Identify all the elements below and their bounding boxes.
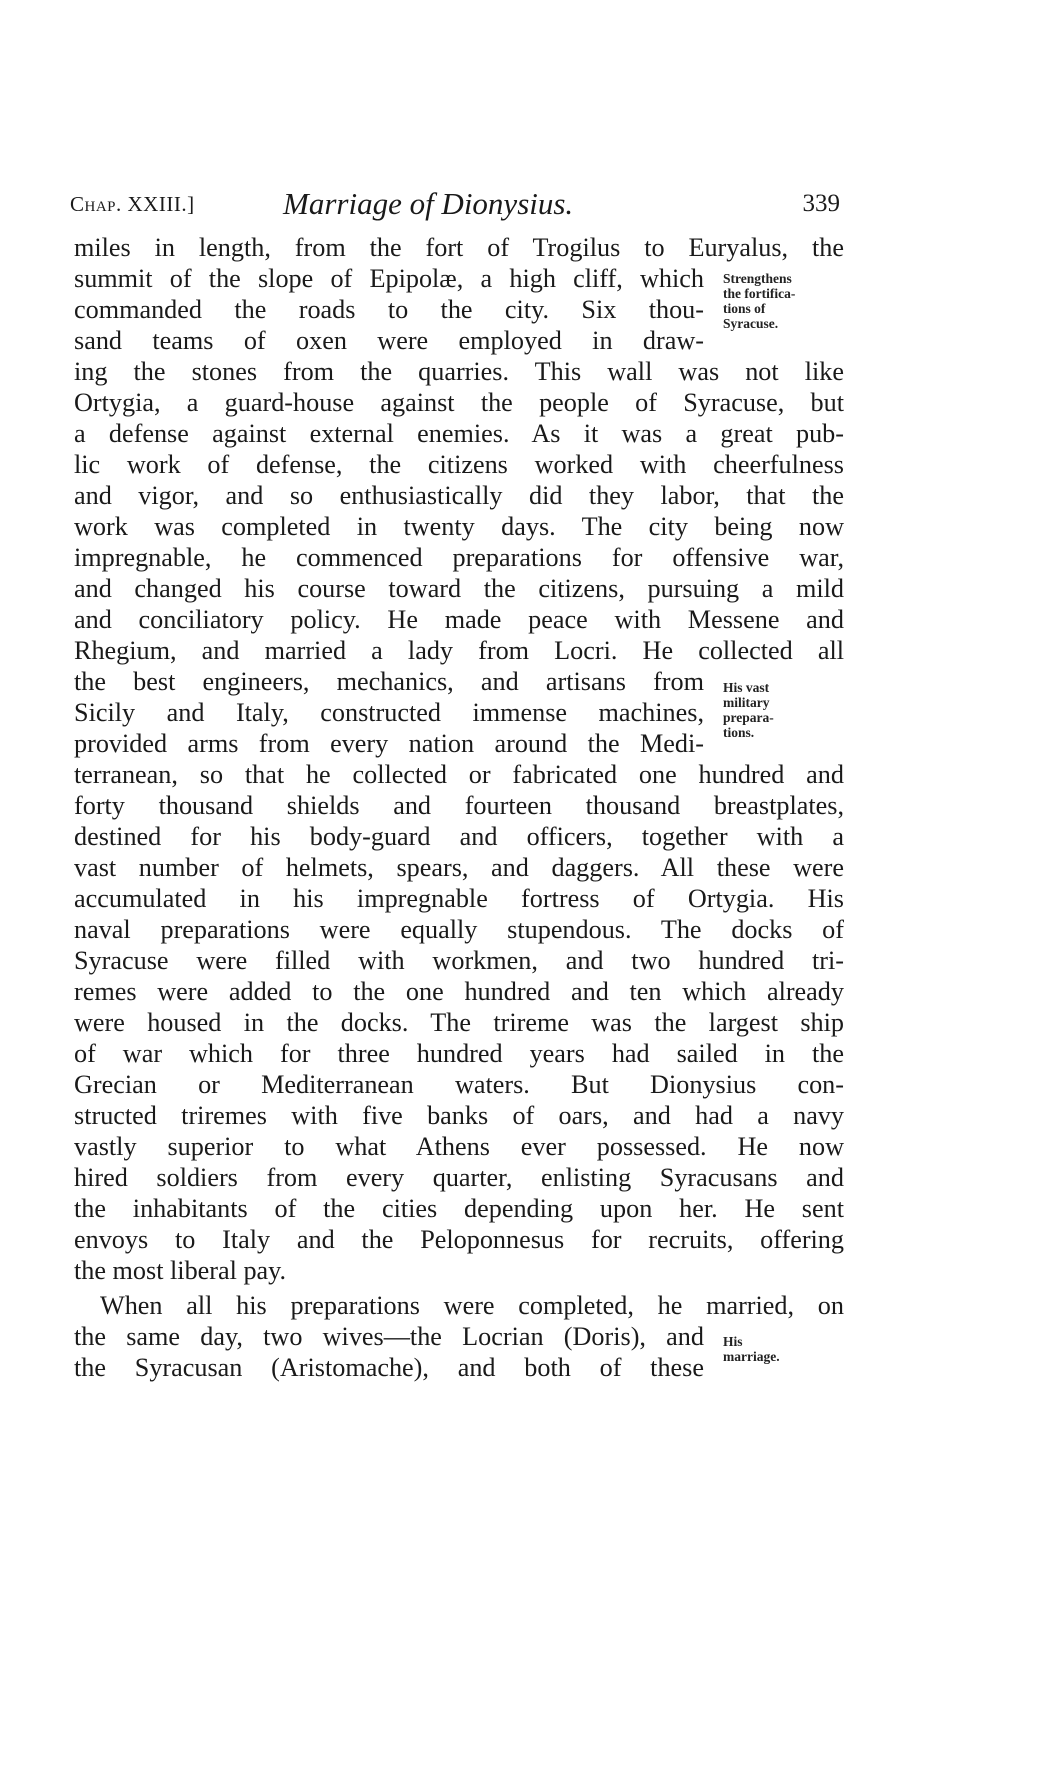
text-line: envoys to Italy and the Peloponnesus for recruits, offering — [74, 1225, 844, 1254]
text-line: Ortygia, a guard-house against the people of Syracuse, but — [74, 388, 844, 417]
margin-note-line: tions of — [723, 301, 766, 316]
margin-note-fortifications — [723, 271, 795, 331]
text-line: and conciliatory policy. He made peace with Messene and — [74, 605, 844, 634]
margin-note-line: Strengthens — [723, 271, 792, 286]
text-line: ing the stones from the quarries. This wall was not like — [74, 357, 844, 386]
text-line: sand teams of oxen were employed in draw- — [74, 326, 704, 355]
page-number: 339 — [802, 190, 840, 217]
text-line: the best engineers, mechanics, and artisans from — [74, 667, 704, 696]
text-line: and vigor, and so enthusiastically did they labor, that the — [74, 481, 844, 510]
text-line: forty thousand shields and fourteen thousand breastplates, — [74, 791, 844, 820]
text-line: lic work of defense, the citizens worked with cheerfulness — [74, 450, 844, 479]
margin-note-line: His vast — [723, 680, 770, 695]
text-line: and changed his course toward the citizens, pursuing a mild — [74, 574, 844, 603]
text-line: Rhegium, and married a lady from Locri. He collected all — [74, 636, 844, 665]
margin-note-line: the fortifica- — [723, 286, 796, 301]
text-line: of war which for three hundred years had sailed in the — [74, 1039, 844, 1068]
text-line: work was completed in twenty days. The city being now — [74, 512, 844, 541]
text-line: accumulated in his impregnable fortress of Ortygia. His — [74, 884, 844, 913]
text-line: the most liberal pay. — [74, 1256, 287, 1285]
chapter-label: Chap. XXIII.] — [70, 192, 195, 216]
text-line: destined for his body-guard and officers, together with a — [74, 822, 844, 851]
text-line: structed triremes with five banks of oars, and had a navy — [74, 1101, 844, 1130]
margin-note-line: marriage. — [723, 1349, 780, 1364]
text-line: commanded the roads to the city. Six thou- — [74, 295, 704, 324]
text-line: remes were added to the one hundred and ten which already — [74, 977, 844, 1006]
text-line: Sicily and Italy, constructed immense machines, — [74, 698, 704, 727]
running-header — [70, 188, 840, 228]
page-title: Marriage of Dionysius. — [283, 186, 574, 221]
margin-note-line: tions. — [723, 725, 755, 740]
text-line: Syracuse were filled with workmen, and two hundred tri- — [74, 946, 844, 975]
margin-note-line: prepara- — [723, 710, 774, 725]
margin-note-line: His — [723, 1334, 743, 1349]
text-line: impregnable, he commenced preparations for offensive war, — [74, 543, 844, 572]
margin-note-line: Syracuse. — [723, 316, 779, 331]
text-line: the inhabitants of the cities depending upon her. He sent — [74, 1194, 844, 1223]
margin-note-military — [723, 680, 774, 740]
text-line: the Syracusan (Aristomache), and both of these — [74, 1353, 704, 1382]
text-line: were housed in the docks. The trireme was the largest ship — [74, 1008, 844, 1037]
text-line: Grecian or Mediterranean waters. But Dionysius con- — [74, 1070, 844, 1099]
text-line: terranean, so that he collected or fabricated one hundred and — [74, 760, 844, 789]
text-line: a defense against external enemies. As it was a great pub- — [74, 419, 844, 448]
text-line: summit of the slope of Epipolæ, a high cliff, which — [74, 264, 704, 293]
text-line: When all his preparations were completed, he married, on — [100, 1291, 844, 1320]
margin-note-marriage — [723, 1334, 780, 1364]
text-line: hired soldiers from every quarter, enlisting Syracusans and — [74, 1163, 844, 1192]
text-line: the same day, two wives—the Locrian (Doris), and — [74, 1322, 704, 1351]
text-line: naval preparations were equally stupendous. The docks of — [74, 915, 844, 944]
margin-note-line: military — [723, 695, 770, 710]
text-line: miles in length, from the fort of Trogilus to Euryalus, the — [74, 233, 844, 262]
text-line: vastly superior to what Athens ever possessed. He now — [74, 1132, 844, 1161]
text-line: vast number of helmets, spears, and daggers. All these were — [74, 853, 844, 882]
text-line: provided arms from every nation around the Medi- — [74, 729, 704, 758]
